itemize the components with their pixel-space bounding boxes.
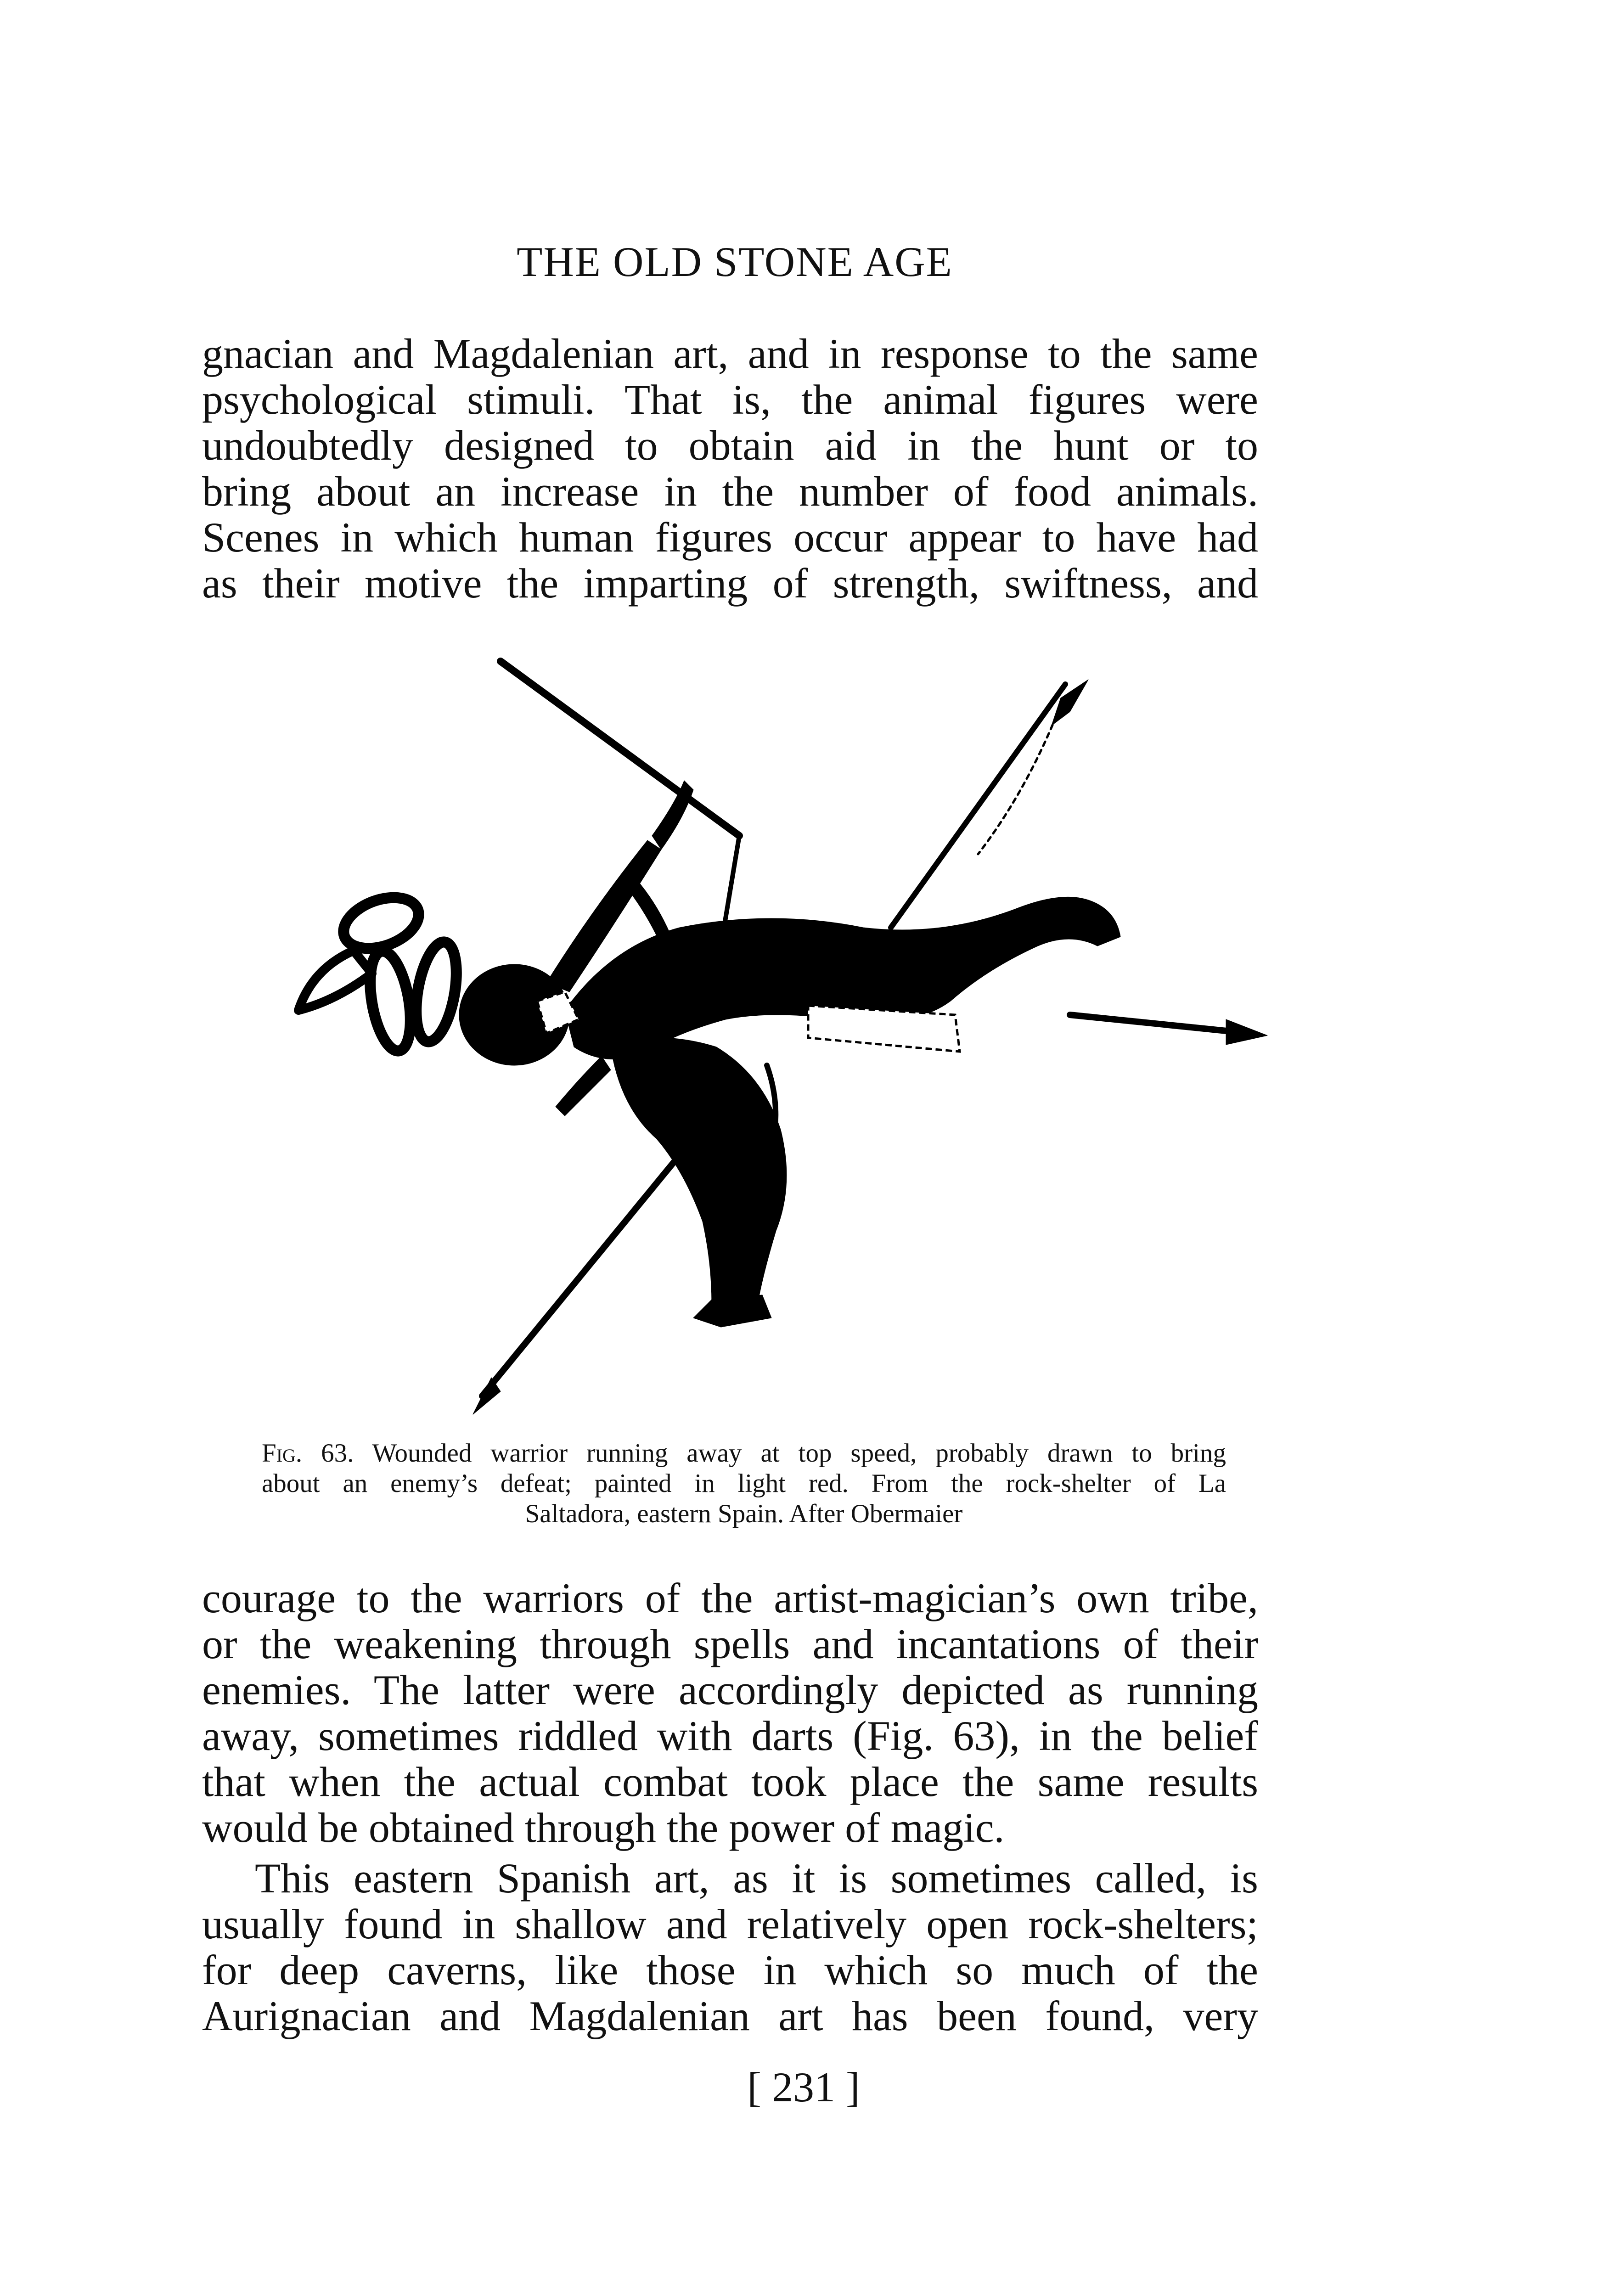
text-line: undoubtedly designed to obtain aid in the hunt or to (202, 422, 1258, 469)
text-line: bring about an increase in the number of food animals. (202, 468, 1258, 515)
caption-text: Wounded warrior running away at top speed, probably drawn to bring (372, 1439, 1226, 1468)
caption-label: Fig. 63. (262, 1439, 354, 1468)
text-line: usually found in shallow and relatively open rock-shelters; (202, 1901, 1258, 1947)
text-line: would be obtained through the power of magic. (202, 1804, 1005, 1851)
text-line: courage to the warriors of the artist-magician’s own tribe, (202, 1575, 1258, 1621)
text-line: psychological stimuli. That is, the animal figures were (202, 376, 1258, 423)
text-line: Scenes in which human figures occur appear to have had (202, 514, 1258, 561)
text-line: Aurignacian and Magdalenian art has been found, very (202, 1992, 1258, 2039)
text-line: enemies. The latter were accordingly depicted as running (202, 1666, 1258, 1713)
figure-warrior-illustration (197, 652, 1277, 1424)
text-line: gnacian and Magdalenian art, and in response to the same (202, 330, 1258, 377)
caption-line: about an enemy’s defeat; painted in light red. From the rock-shelter of La (262, 1469, 1226, 1498)
text-line: away, sometimes riddled with darts (Fig. 63), in the belief (202, 1712, 1258, 1759)
text-line: This eastern Spanish art, as it is sometimes called, is (255, 1855, 1258, 1902)
caption-line: Saltadora, eastern Spain. After Obermaier (525, 1499, 963, 1528)
text-line: for deep caverns, like those in which so much of the (202, 1947, 1258, 1993)
text-line: as their motive the imparting of strength, swiftness, and (202, 560, 1258, 607)
caption-line (262, 1438, 1226, 1469)
page-number: [ 231 ] (747, 2064, 860, 2110)
text-line: or the weakening through spells and incantations of their (202, 1621, 1258, 1667)
warrior-silhouette-drawing (197, 652, 1277, 1424)
text-line: that when the actual combat took place the same results (202, 1758, 1258, 1805)
running-head: THE OLD STONE AGE (517, 238, 953, 285)
